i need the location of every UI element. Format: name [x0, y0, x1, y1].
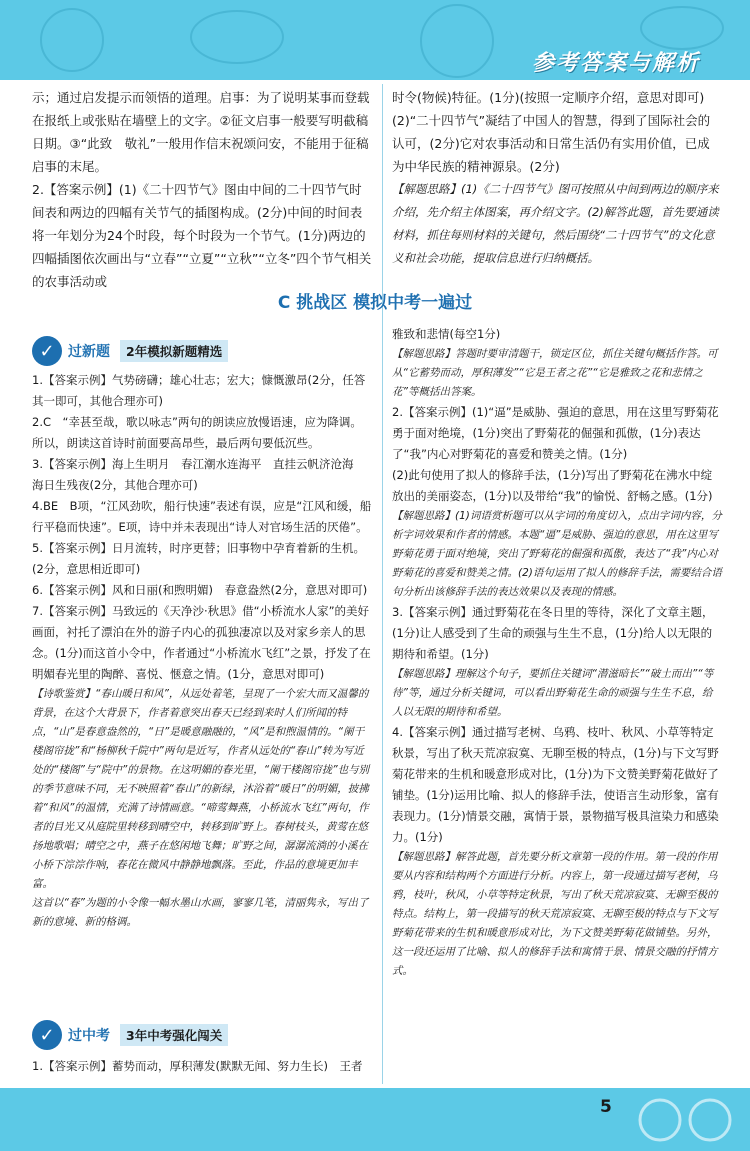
banner-exam	[32, 1020, 228, 1050]
banner-new-questions	[32, 336, 228, 366]
header-doodle	[640, 6, 724, 50]
header-doodle	[190, 10, 284, 64]
check-icon: ✓	[32, 336, 62, 366]
poem-appreciation-end: 这首以“春”为题的小令像一幅水墨山水画，寥寥几笔，清丽隽永，写出了新的意境、新的格调。	[32, 897, 369, 928]
paragraph: (2)“二十四节气”凝结了中国人的智慧，得到了国际社会的认可，(2分)它对农事活动和日常生活仍有实用价值，已成为中华民族的精神源泉。(2分)	[392, 113, 711, 174]
banner-subtitle: 2年模拟新题精选	[120, 340, 228, 362]
banner-subtitle: 3年中考强化闯关	[120, 1024, 228, 1046]
left-bottom-column	[32, 1056, 372, 1077]
answer-item: 5.【答案示例】日月流转，时序更替；旧事物中孕育着新的生机。(2分，意思相近即可)	[32, 541, 365, 576]
header-doodle	[420, 4, 494, 78]
left-main-column	[32, 370, 372, 932]
analysis: 【解题思路】解答此题，首先要分析文章第一段的作用。第一段的作用要从内容和结构两个方面进行分析。内容上，第一段通过描写老树，乌鸦，枝叶，秋风，小草等特定秋景，写出了秋天荒凉寂寞、无聊至极的特点。结构上，第一段描写的秋天荒凉寂寞、无聊至极的特点与下文写野菊花带来的生机和暖意形成对比，为下文赞美野菊花做铺垫。另外，这一段还运用了比喻、拟人的修辞手法和寓情于景、情景交融的抒情方式。	[392, 851, 718, 977]
paragraph: 示；通过启发提示而领悟的道理。启事：为了说明某事而登载在报纸上或张贴在墙壁上的文字。②征文启事一般要写明截稿日期。③“此致 敬礼”一般用作信末祝颂问安，不能用于征稿启事的末尾。	[32, 90, 370, 174]
analysis: 【解题思路】答题时要审清题干，锁定区位，抓住关键句概括作答。可从“它蓄势而动，厚积薄发”“它是王者之花”“它是雅致之花和悲情之花”等概括出答案。	[392, 348, 718, 398]
watermark-logo	[630, 1092, 750, 1150]
answer-item: (2)此句使用了拟人的修辞手法，(1分)写出了野菊花在沸水中绽放出的美丽姿态，(1分)以及带给“我”的愉悦、舒畅之感。(1分)	[392, 468, 713, 503]
answer-item: 7.【答案示例】马致远的《天净沙·秋思》借“小桥流水人家”的美好画面，衬托了漂泊在外的游子内心的孤独凄凉以及对家乡亲人的思念。(1分)而这首小令中，作者通过“小桥流水飞红”之景，抒发了在明媚春光里的陶醉、喜悦、惬意之情。(1分，意思对即可)	[32, 604, 371, 681]
answer-item: 4.【答案示例】通过描写老树、乌鸦、枝叶、秋风、小草等特定秋景，写出了秋天荒凉寂寞、无聊至极的特点，(1分)与下文写野菊花带来的生机和暖意形成对比，(1分)为下文赞美野菊花做好了铺垫。(1分)运用比喻、拟人的修辞手法，使语言生动形象，富有表现力。(1分)情景交融，寓情于景，景物描写极具渲染力和感染力。(1分)	[392, 725, 719, 844]
check-icon: ✓	[32, 1020, 62, 1050]
analysis: 【解题思路】理解这个句子，要抓住关键词“潜滋暗长”“破土而出”“等待”等，通过分析关键词，可以看出野菊花生命的顽强与生生不息，给人以无限的期待和希望。	[392, 668, 714, 718]
paragraph: 时令(物候)特征。(1分)(按照一定顺序介绍，意思对即可)	[392, 90, 705, 105]
banner-title: 过中考	[68, 1028, 110, 1044]
header-doodle	[40, 8, 104, 72]
answer-item: 2.C “幸甚至哉，歌以咏志”两句的朗读应放慢语速，应为降调。所以，朗读这首诗时前面要高昂些，最后两句要低沉些。	[32, 415, 362, 450]
right-top-column	[392, 86, 722, 270]
answer-item: 1.【答案示例】蓄势而动，厚积薄发(默默无闻、努力生长) 王者	[32, 1059, 363, 1073]
paragraph: 【解题思路】(1)《二十四节气》图可按照从中间到两边的顺序来介绍，先介绍主体图案，再介绍文字。(2)解答此题，首先要通读材料，抓住每则材料的关键句，然后围绕“二十四节气”的文化意义和社会功能，提取信息进行归纳概括。	[392, 182, 719, 265]
answer-item: 6.【答案示例】风和日丽(和煦明媚) 春意盎然(2分，意思对即可)	[32, 583, 368, 597]
answer-item: 雅致和悲情(每空1分)	[392, 327, 501, 341]
answer-item: 1.【答案示例】气势磅礴；雄心壮志；宏大；慷慨激昂(2分，任答其一即可，其他合理亦可)	[32, 373, 366, 408]
left-top-column	[32, 86, 372, 293]
answer-item: 3.【答案示例】海上生明月 春江潮水连海平 直挂云帆济沧海 海日生残夜(2分，其他合理亦可)	[32, 457, 365, 492]
banner-title: 过新题	[68, 344, 110, 360]
header-title: 参考答案与解析	[531, 51, 700, 76]
answer-item: 3.【答案示例】通过野菊花在冬日里的等待，深化了文章主题，(1分)让人感受到了生命的顽强与生生不息，(1分)给人以无限的期待和希望。(1分)	[392, 605, 714, 661]
poem-appreciation: 【诗歌鉴赏】“春山暖日和风”，从远处着笔，呈现了一个宏大而又温馨的背景，在这个大背景下，作者着意突出春天已经到来时人们所闻的特点，“山”是春意盎然的，“日”是暖意融融的，“风”是和煦温情的。“阑干楼阁帘拢”和“杨柳秋千院中”两句是近写，作者从远处的“春山”转为写近处的“楼阁”与“院中”的景物。在这明媚的春光里，“阑干楼阁帘拢”也与别的季节意味不同，无不映照着“春山”的新绿，沐浴着“暖日”的明媚，披拂着“和风”的温情，充满了诗情画意。“啼莺舞燕，小桥流水飞红”两句，作者的目光又从庭院里转移到晴空中，转移到旷野上。春树枝头，黄莺在悠扬地歌唱；晴空之中，燕子在悠闲地飞舞；旷野之间，潺潺流淌的小溪在小桥下淙淙作响，春花在微风中静静地飘落。至此，作品的意境更加丰富。	[32, 688, 370, 890]
page-header	[0, 0, 750, 80]
paragraph: 2.【答案示例】(1)《二十四节气》图由中间的二十四节气时间表和两边的四幅有关节气的插图构成。(2分)中间的时间表将一年划分为24个时段，每个时段为一个节气。(1分)两边的四幅插图依次画出与“立春”“立夏”“立秋”“立冬”四个节气相关的农事活动或	[32, 182, 372, 289]
column-divider	[382, 84, 383, 1084]
answer-item: 2.【答案示例】(1)“逼”是威胁、强迫的意思，用在这里写野菊花勇于面对绝境，(1分)突出了野菊花的倔强和孤傲，(1分)表达了“我”内心对野菊花的喜爱和赞美之情。(1分)	[392, 405, 719, 461]
analysis: 【解题思路】(1)词语赏析题可以从字词的角度切入，点出字词内容，分析字词效果和作者的情感。本题“逼”是威胁、强迫的意思，用在这里写野菊花勇于面对绝境，突出了野菊花的倔强和孤傲，表达了“我”内心对野菊花的喜爱和赞美之情。(2)语句运用了拟人的修辞手法，需要结合语句分析出该修辞手法的表达效果以及表现的情感。	[392, 510, 722, 598]
section-title: C 挑战区 模拟中考一遍过	[277, 293, 473, 313]
right-main-column	[392, 324, 722, 981]
answer-item: 4.BE B项，“江风劲吹，船行快速”表述有误，应是“江风和缓，船行平稳而快速”。E项，诗中并未表现出“诗人对官场生活的厌倦”。	[32, 499, 372, 534]
page-number: 5	[600, 1097, 612, 1117]
